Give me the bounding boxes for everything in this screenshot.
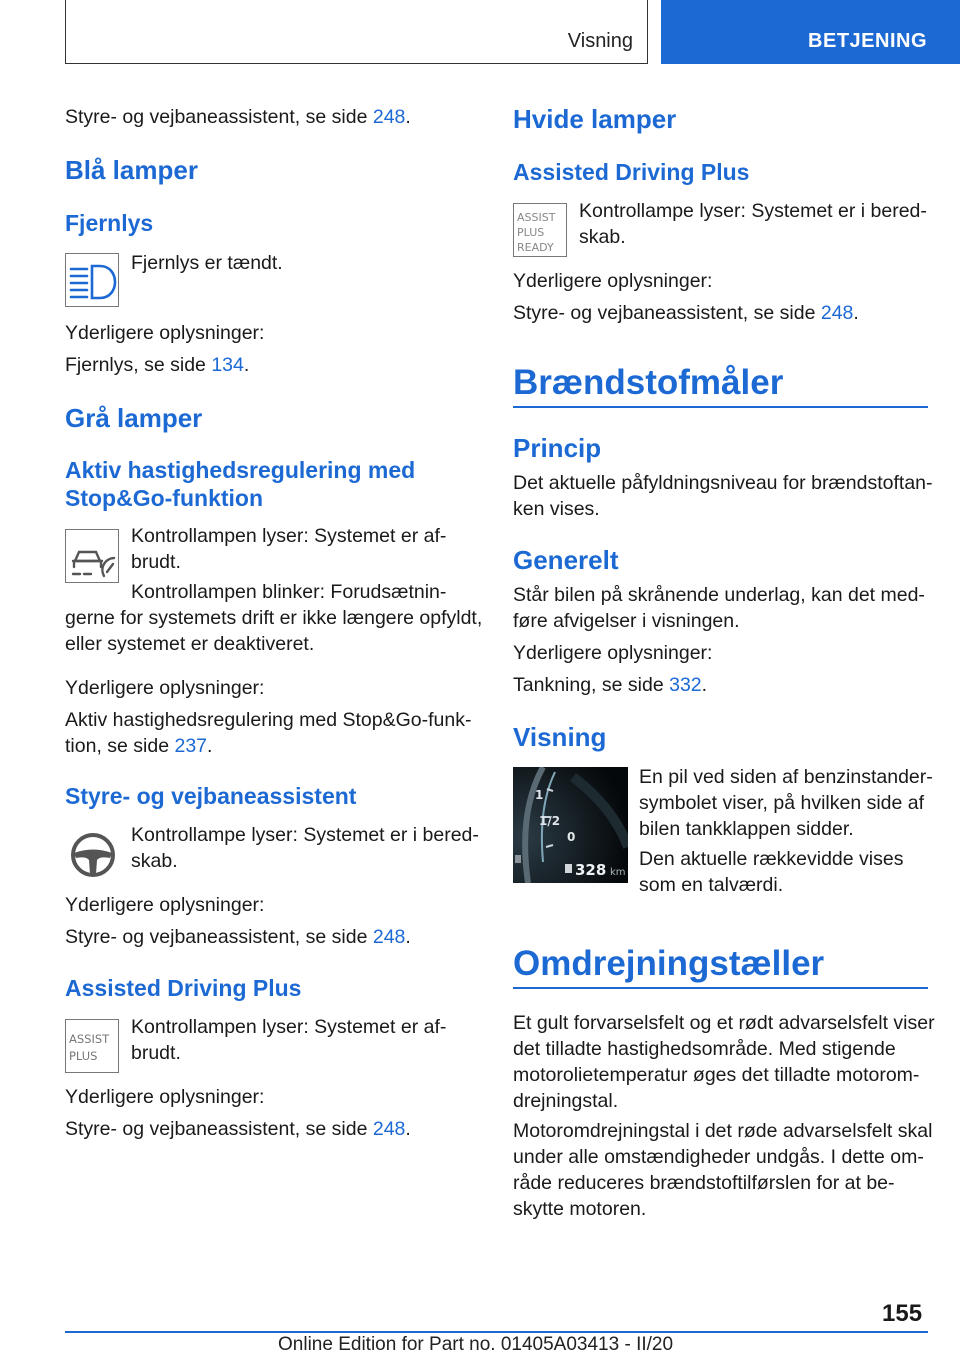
adp-left-desc-line2: brudt.	[131, 1042, 181, 1064]
page-link[interactable]: 332	[669, 674, 702, 696]
gauge-mark-half: 1/2	[539, 814, 561, 828]
gauge-range-unit: km	[610, 867, 626, 878]
tach-p2-line1: Motoromdrejningstal i det røde advarselsfelt skal	[513, 1120, 933, 1142]
page-link[interactable]: 248	[820, 302, 854, 324]
general-line2: føre afvigelser i visningen.	[513, 610, 740, 632]
header-section-box	[65, 0, 648, 64]
tach-p1-line2: det tilladte hastighedsområde. Med stigende	[513, 1038, 896, 1060]
general-heading: Generelt	[513, 545, 619, 575]
acc-blink-line2: gerne for systemets drift er ikke længere opfyldt,	[65, 607, 483, 629]
principle-line1: Det aktuelle påfyldningsniveau for brændstoftan-	[513, 472, 933, 494]
acc-blink-line3: eller systemet er deaktiveret.	[65, 633, 315, 655]
high-beam-ref: Fjernlys, se side 134.	[65, 354, 250, 376]
acc-desc-line2: brudt.	[131, 551, 181, 573]
tach-p2-line4: skytte motoren.	[513, 1198, 647, 1220]
general-more: Yderligere oplysninger:	[513, 642, 713, 664]
steering-heading: Styre- og vejbaneassistent	[65, 783, 357, 809]
adp-left-more: Yderligere oplysninger:	[65, 1086, 265, 1108]
adp-right-ref: Styre- og vejbaneassistent, se side 248.	[513, 302, 859, 324]
tachometer-heading: Omdrejningstæller	[513, 944, 825, 983]
display-line3: bilen tankklappen sidder.	[639, 818, 854, 840]
tach-p1-line3: motorolietemperatur øges det tilladte motorom-	[513, 1064, 920, 1086]
header-chapter-tab	[661, 0, 960, 64]
assist-plus-icon-line1: ASSIST	[69, 1032, 110, 1046]
heading-rule	[513, 406, 928, 408]
assist-plus-icon	[65, 1019, 119, 1073]
display-line5: som en talværdi.	[639, 874, 784, 896]
page-link[interactable]: 248	[372, 926, 406, 948]
acc-more: Yderligere oplysninger:	[65, 677, 265, 699]
acc-ref-line2: tion, se side 237.	[65, 735, 213, 757]
assist-ready-icon-line1: ASSIST	[517, 211, 556, 224]
page-link[interactable]: 134	[211, 354, 244, 376]
general-line1: Står bilen på skrånende underlag, kan det med-	[513, 584, 925, 606]
steering-more: Yderligere oplysninger:	[65, 894, 265, 916]
adp-right-more: Yderligere oplysninger:	[513, 270, 713, 292]
gray-lamps-heading: Grå lamper	[65, 403, 203, 433]
tach-p2-line2: under alle omstændigheder undgås. I dette om-	[513, 1146, 924, 1168]
adp-right-desc-line1: Kontrollampe lyser: Systemet er i bered-	[579, 200, 927, 222]
display-line1: En pil ved siden af benzinstander-	[639, 766, 933, 788]
acc-heading-line2: Stop&Go-funktion	[65, 485, 264, 511]
refuel-ref: Tankning, se side 332.	[513, 674, 708, 696]
adp-left-desc-line1: Kontrollampen lyser: Systemet er af-	[131, 1016, 447, 1038]
fuel-gauge-heading: Brændstofmåler	[513, 363, 784, 402]
principle-line2: ken vises.	[513, 498, 600, 520]
steering-ref: Styre- og vejbaneassistent, se side 248.	[65, 926, 411, 948]
display-heading: Visning	[513, 722, 607, 752]
acc-blink-line1: Kontrollampen blinker: Forudsætnin-	[131, 581, 447, 603]
header-section-title: Visning	[567, 30, 633, 52]
blue-lamps-heading: Blå lamper	[65, 155, 198, 185]
adp-right-heading: Assisted Driving Plus	[513, 159, 750, 185]
white-lamps-heading: Hvide lamper	[513, 104, 677, 134]
acc-heading-line1: Aktiv hastighedsregulering med	[65, 457, 416, 483]
tach-p2-line3: råde reduceres brændstoftilførslen for at be-	[513, 1172, 895, 1194]
gauge-mark-empty: 0	[567, 830, 576, 844]
adp-left-heading: Assisted Driving Plus	[65, 975, 302, 1001]
display-line4: Den aktuelle rækkevidde vises	[639, 848, 904, 870]
acc-ref-line1: Aktiv hastighedsregulering med Stop&Go-funk-	[65, 709, 472, 731]
high-beam-icon	[65, 253, 119, 307]
adp-left-ref: Styre- og vejbaneassistent, se side 248.	[65, 1118, 411, 1140]
page-link[interactable]: 248	[372, 1118, 406, 1140]
header-chapter-title: BETJENING	[808, 30, 927, 52]
page-number: 155	[882, 1300, 923, 1327]
assist-plus-icon-line2: PLUS	[69, 1049, 98, 1063]
acc-desc-line1: Kontrollampen lyser: Systemet er af-	[131, 525, 447, 547]
display-line2: symbolet viser, på hvilken side af	[639, 792, 925, 814]
fuel-pump-icon	[565, 864, 572, 873]
assist-ready-icon-line3: READY	[517, 241, 554, 254]
high-beam-desc: Fjernlys er tændt.	[131, 252, 283, 274]
footer-edition: Online Edition for Part no. 01405A03413 - II/20	[278, 1334, 674, 1355]
heading-rule	[513, 987, 928, 989]
high-beam-more: Yderligere oplysninger:	[65, 322, 265, 344]
steering-wheel-icon	[65, 825, 119, 879]
gauge-mark-full: 1	[535, 788, 544, 802]
page-link[interactable]: 237	[174, 735, 208, 757]
intro-ref: Styre- og vejbaneassistent, se side 248.	[65, 106, 411, 128]
principle-heading: Princip	[513, 433, 602, 463]
tach-p1-line1: Et gult forvarselsfelt og et rødt advarselsfelt viser	[513, 1012, 935, 1034]
gauge-range-value: 328	[575, 861, 607, 879]
assist-plus-ready-icon	[513, 203, 567, 257]
page-link[interactable]: 248	[372, 106, 406, 128]
assist-ready-icon-line2: PLUS	[517, 226, 545, 239]
steering-desc-line1: Kontrollampe lyser: Systemet er i bered-	[131, 824, 479, 846]
acc-lamp-icon	[65, 529, 119, 583]
steering-desc-line2: skab.	[131, 850, 178, 872]
tach-p1-line4: drejningstal.	[513, 1090, 619, 1112]
fuel-gauge-photo	[513, 767, 628, 883]
adp-right-desc-line2: skab.	[579, 226, 626, 248]
footer-rule	[65, 1331, 928, 1333]
high-beam-heading: Fjernlys	[65, 210, 154, 236]
